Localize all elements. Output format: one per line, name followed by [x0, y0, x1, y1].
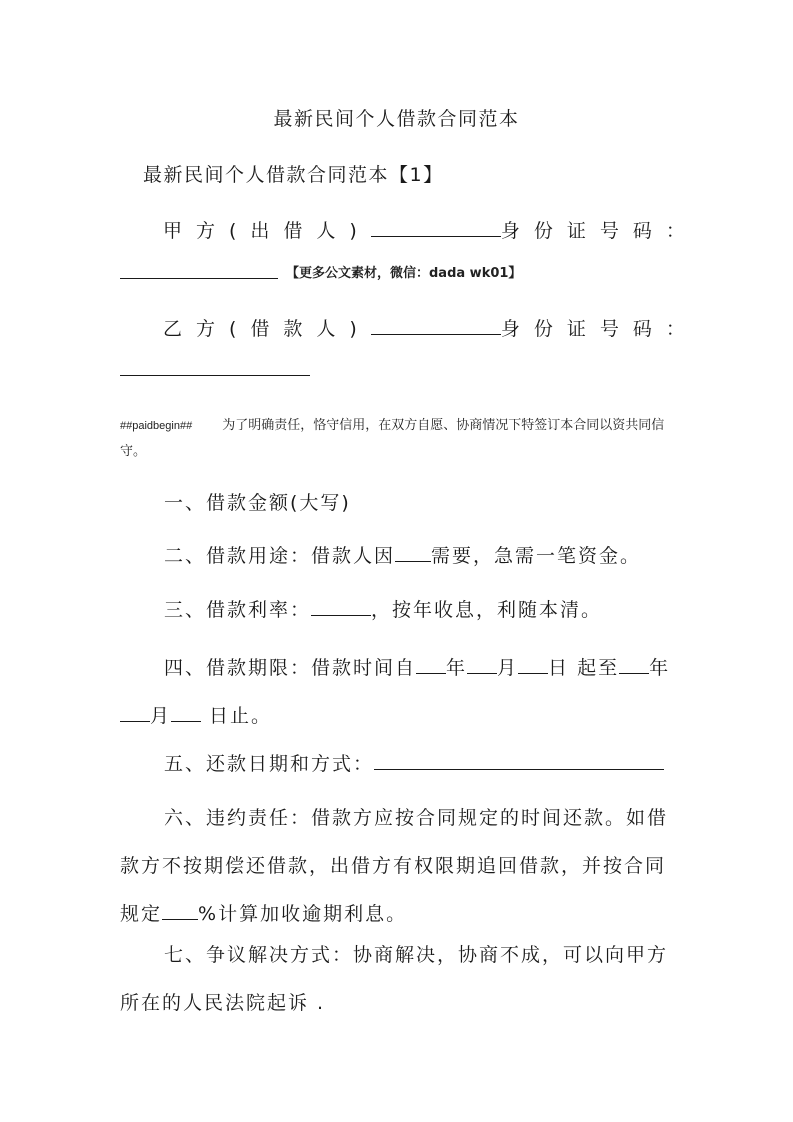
clause-3-text-a: 三、借款利率： [164, 599, 312, 621]
end-year-blank [619, 651, 649, 674]
party-b-id-blank [120, 355, 310, 376]
clause-6-text-a: 六、违约责任：借款方应按合同规定的时间还款。如借款方不按期偿还借款，出借方有权限期追回借款，并按合同规定 [120, 807, 669, 925]
end-label: 日止。 [201, 705, 273, 727]
party-b-line [163, 314, 699, 341]
clause-3 [120, 586, 676, 634]
section-subtitle: 最新民间个人借款合同范本【1】 [143, 164, 444, 186]
end-day-blank [171, 699, 201, 722]
repayment-blank [374, 747, 664, 770]
start-day-blank [518, 651, 548, 674]
clause-1: 一、借款金额(大写) [164, 492, 351, 514]
clause-4 [120, 644, 676, 740]
intro-paragraph [120, 413, 676, 465]
clause-5 [120, 740, 676, 788]
purpose-blank [395, 539, 431, 562]
intro-text: 为了明确责任，恪守信用，在双方自愿、协商情况下特签订本合同以资共同信守。 [120, 418, 665, 459]
party-a-id-blank [120, 258, 278, 279]
party-b-name-blank [371, 315, 501, 335]
penalty-rate-blank [162, 897, 198, 920]
month-label-2: 月 [150, 705, 172, 727]
party-a-id-label: 身份证号码： [500, 220, 699, 242]
start-month-blank [467, 651, 497, 674]
clause-2-text-a: 二、借款用途：借款人因 [164, 545, 396, 567]
party-b-label: 乙方(借款人) [163, 318, 371, 340]
rate-blank [311, 593, 371, 616]
day-label: 日 起至 [548, 657, 620, 679]
clause-2-text-b: 需要，急需一笔资金。 [431, 545, 642, 567]
start-year-blank [416, 651, 446, 674]
clause-5-text: 五、还款日期和方式： [164, 753, 375, 775]
party-a-label: 甲方(出借人) [163, 220, 371, 242]
party-a-line [163, 216, 699, 243]
year-label: 年 [446, 657, 468, 679]
paid-marker: ##paidbegin## [120, 420, 193, 432]
month-label: 月 [497, 657, 519, 679]
clause-6-text-b: %计算加收逾期利息。 [198, 903, 408, 925]
clause-6 [120, 794, 676, 938]
ad-note: 【更多公文素材，微信：dada wk01】 [286, 266, 522, 281]
clause-2 [120, 532, 676, 580]
clause-3-text-b: ，按年收息，利随本清。 [371, 599, 603, 621]
year-label-2: 年 [649, 657, 671, 679]
clause-7: 七、争议解决方式：协商解决，协商不成，可以向甲方所在的人民法院起诉 . [120, 944, 669, 1014]
document-title: 最新民间个人借款合同范本 [273, 108, 520, 130]
party-a-name-blank [371, 217, 501, 237]
clause-4-text-a: 四、借款期限：借款时间自 [164, 657, 417, 679]
party-b-id-label: 身份证号码： [500, 318, 699, 340]
end-month-blank [120, 699, 150, 722]
